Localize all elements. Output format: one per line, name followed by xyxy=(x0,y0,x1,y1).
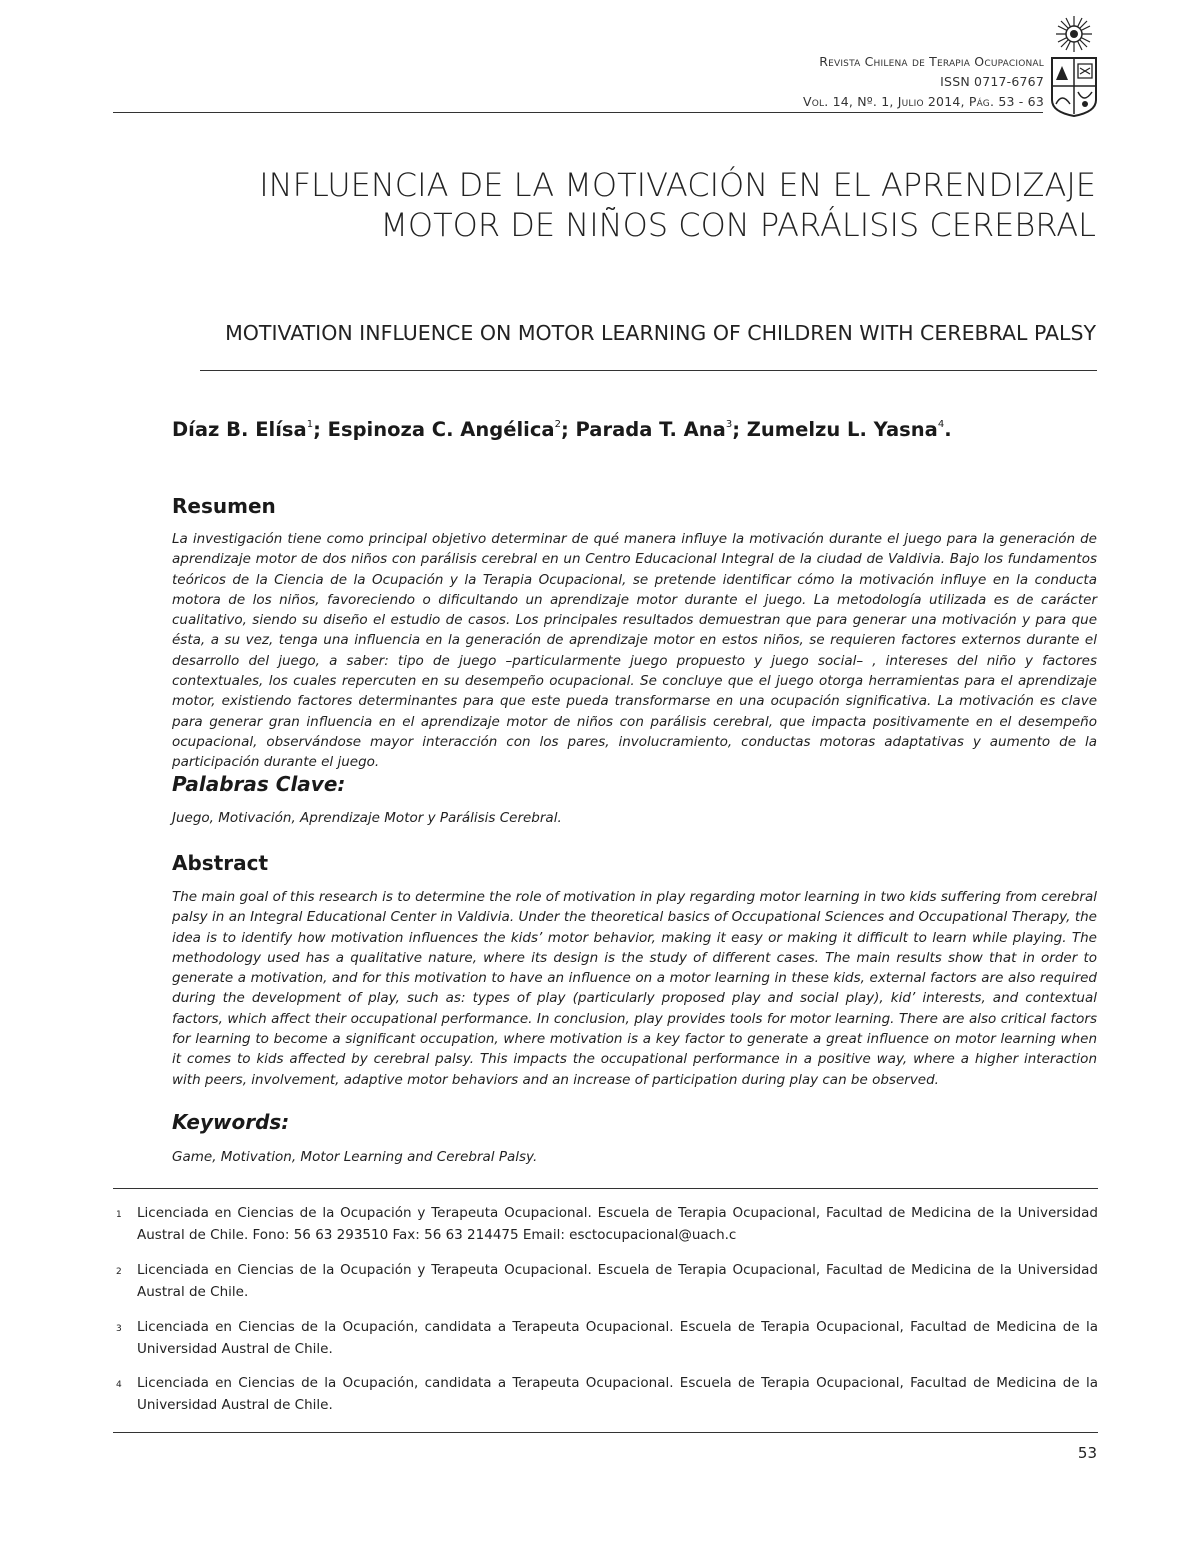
author: Parada T. Ana$^3$; xyxy=(575,418,747,441)
footnote-4 xyxy=(113,1372,1098,1416)
article-title-line-1: INFLUENCIA DE LA MOTIVACIÓN EN EL APRENDIZAJE xyxy=(259,166,1096,204)
article-title-english: MOTIVATION INFLUENCE ON MOTOR LEARNING OF CHILDREN WITH CEREBRAL PALSY xyxy=(225,321,1096,345)
university-crest-icon xyxy=(1046,14,1102,118)
article-title xyxy=(136,165,1096,245)
header-rule xyxy=(113,112,1043,113)
resumen-heading: Resumen xyxy=(172,494,276,518)
footnote-number: 2 xyxy=(116,1267,122,1277)
volume-info: Vol. 14, Nº. 1, Julio 2014, Pág. 53 - 63 xyxy=(802,94,1044,109)
resumen-text: La investigación tiene como principal objetivo determinar de qué manera influye la motivación durante el juego para la generación de aprendizaje motor de dos niños con parálisis cerebral en un Centro Educacional Integral de la ciudad de Valdivia. Bajo los fundamentos teóricos de la Ciencia de la Ocupación y la Terapia Ocupacional, se pretende identificar cómo la motivación influye en la conducta motora de los niños, favoreciendo o dificultando un aprendizaje motor durante el juego. La metodología utilizada es de carácter cualitativo, siendo su diseño el estudio de casos. Los principales resultados demuestran que para generar una motivación y para que ésta, a su vez, tenga una influencia en la generación de aprendizaje motor en estos niños, se requieren factores externos durante el desarrollo del juego, a saber: tipo de juego –particularmente juego propuesto y juego social– , intereses del niño y factores contextuales, los cuales repercuten en su desempeño ocupacional. Se concluye que el juego otorga herramientas para el aprendizaje motor, existiendo factores determinantes para que este pueda transformarse en una ocupación significativa. La motivación es clave para generar gran influencia en el aprendizaje motor de niños con parálisis cerebral, que impacta positivamente en el desempeño ocupacional, observándose mayor interacción con los pares, involucramiento, conductas motoras adaptativas y aumento de la participación durante el juego. xyxy=(172,531,1097,771)
journal-header xyxy=(803,52,1044,112)
footnote-text: Licenciada en Ciencias de la Ocupación, candidata a Terapeuta Ocupacional. Escuela de Terapia Ocupacional, Facultad de Medicina de la Universidad Austral de Chile. xyxy=(137,1375,1098,1413)
footnote-1 xyxy=(113,1202,1098,1246)
footnote-number: 3 xyxy=(116,1324,122,1334)
author: Díaz B. Elísa$^1$; xyxy=(172,418,328,441)
title-rule xyxy=(200,370,1097,371)
article-title-line-2: MOTOR DE NIÑOS CON PARÁLISIS CEREBRAL xyxy=(380,206,1096,244)
footnote-number: 1 xyxy=(116,1210,122,1220)
footnote-3 xyxy=(113,1316,1098,1360)
keywords-text: Game, Motivation, Motor Learning and Cerebral Palsy. xyxy=(172,1149,538,1165)
abstract-heading: Abstract xyxy=(172,851,269,875)
footnote-text: Licenciada en Ciencias de la Ocupación y Terapeuta Ocupacional. Escuela de Terapia Ocupacional, Facultad de Medicina de la Universidad Austral de Chile. xyxy=(137,1262,1098,1300)
footer-rule xyxy=(113,1432,1098,1433)
keywords-heading: Keywords: xyxy=(172,1110,290,1134)
footnote-2 xyxy=(113,1259,1098,1303)
page-number: 53 xyxy=(1077,1444,1097,1462)
journal-name: Revista Chilena de Terapia Ocupacional xyxy=(819,54,1044,69)
footnote-text: Licenciada en Ciencias de la Ocupación y Terapeuta Ocupacional. Escuela de Terapia Ocupacional, Facultad de Medicina de la Universidad Austral de Chile. Fono: 56 63 293510 Fax: 56 63 214475 Email: esctocupacional@uach.c xyxy=(137,1205,1098,1243)
palabras-clave-text: Juego, Motivación, Aprendizaje Motor y Parálisis Cerebral. xyxy=(172,810,562,826)
author: Zumelzu L. Yasna$^4$. xyxy=(746,418,952,441)
issn: ISSN 0717-6767 xyxy=(940,74,1044,89)
footnote-rule xyxy=(113,1188,1098,1189)
footnote-text: Licenciada en Ciencias de la Ocupación, candidata a Terapeuta Ocupacional. Escuela de Terapia Ocupacional, Facultad de Medicina de la Universidad Austral de Chile. xyxy=(137,1319,1098,1357)
author-list xyxy=(172,418,952,441)
footnote-number: 4 xyxy=(116,1380,122,1390)
abstract-text: The main goal of this research is to determine the role of motivation in play regarding motor learning in two kids suffering from cerebral palsy in an Integral Educational Center in Valdivia. Under the theoretical basics of Occupational Sciences and Occupational Therapy, the idea is to identify how motivation influences the kids’ motor behavior, making it easy or making it difficult to learn while playing. The methodology used has a qualitative nature, where its design is the study of different cases. The main results show that in order to generate a motivation, and for this motivation to have an influence on a motor learning in these kids, external factors are also required during the development of play, such as: types of play (particularly proposed play and social play), kid’ interests, and contextual factors, which affect their occupational performance. In conclusion, play provides tools for motor learning. There are also critical factors for learning to become a significant occupation, where motivation is a key factor to generate a great influence on motor learning when it comes to kids affected by cerebral palsy. This impacts the occupational performance in a positive way, where a higher interaction with peers, involvement, adaptive motor behaviors and an increase of participation during play can be observed. xyxy=(172,889,1097,1088)
author: Espinoza C. Angélica$^2$; xyxy=(327,418,576,441)
palabras-clave-heading: Palabras Clave: xyxy=(172,772,346,796)
